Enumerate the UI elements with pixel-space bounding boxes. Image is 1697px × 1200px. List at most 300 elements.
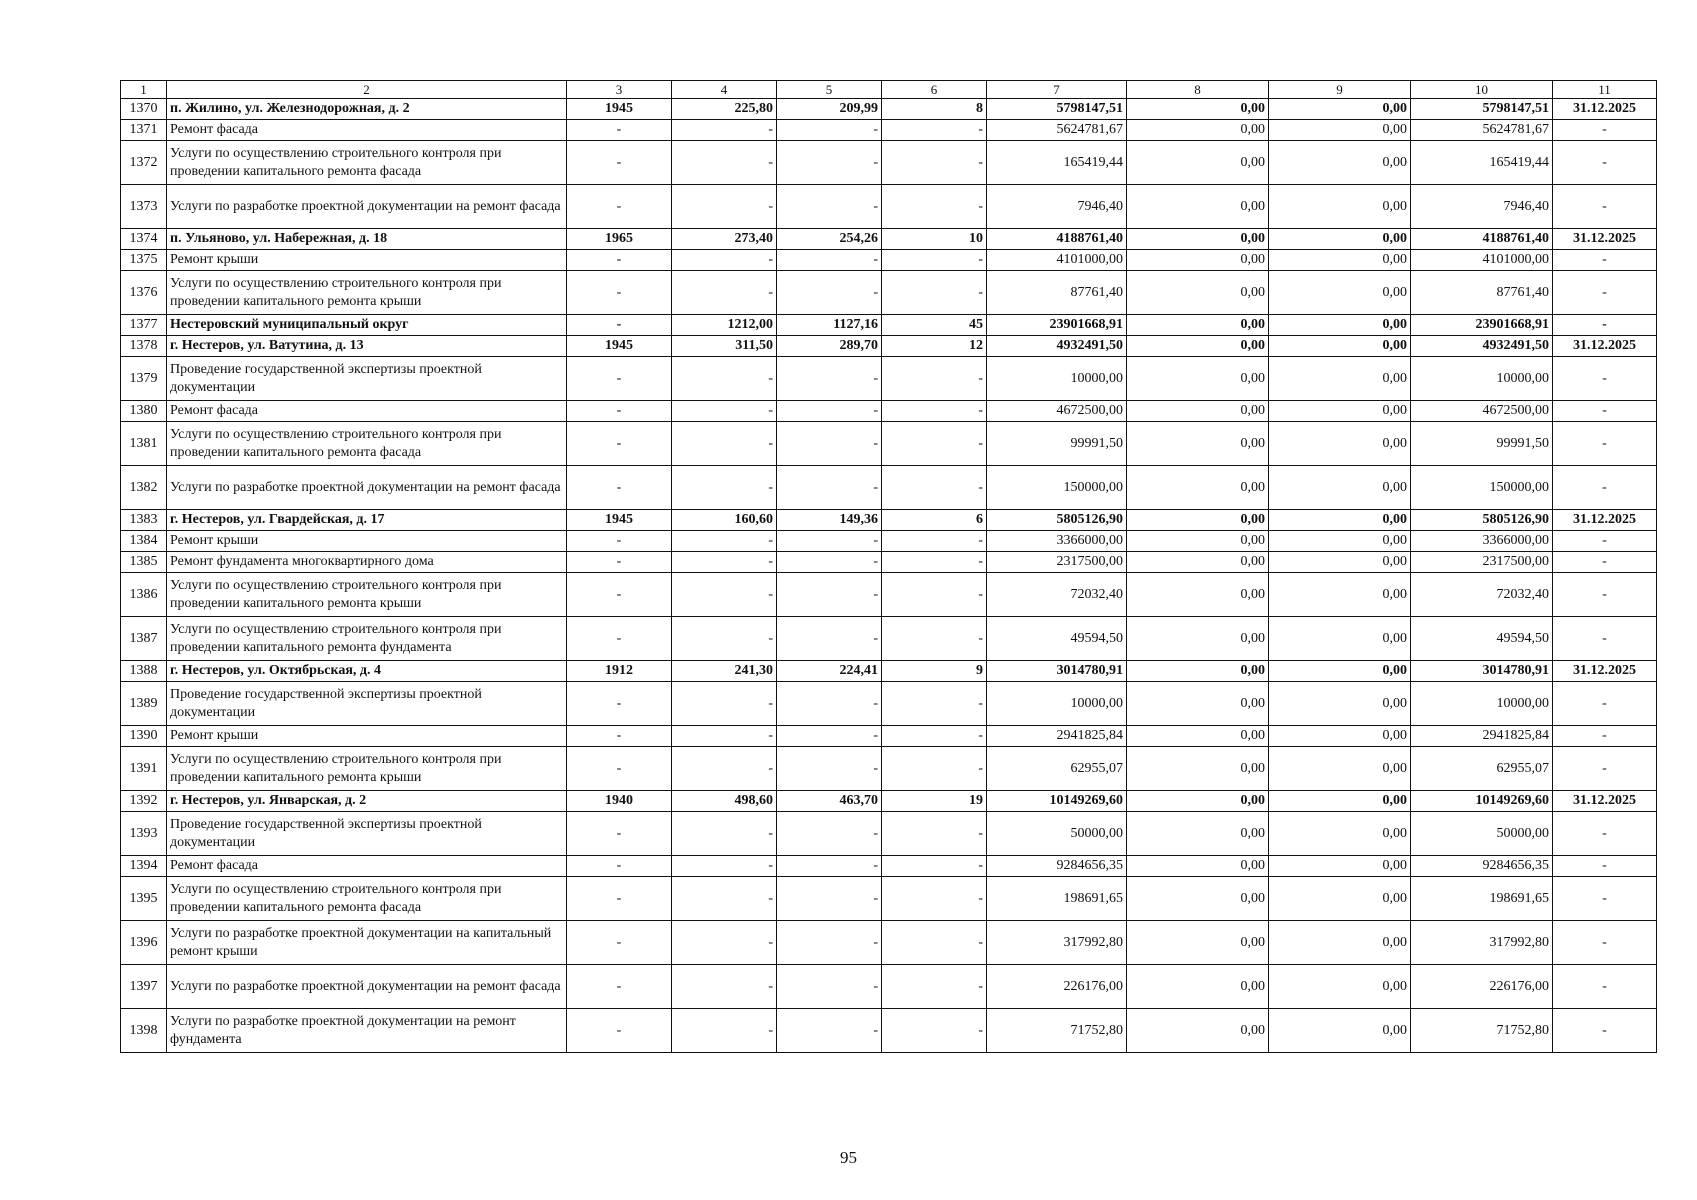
item-name: Услуги по разработке проектной документации на ремонт фасада [167,965,567,1009]
cell-col-7: 317992,80 [987,921,1127,965]
cell-col-10: 10000,00 [1411,357,1553,401]
cell-col-10: 4672500,00 [1411,401,1553,422]
item-name: Ремонт крыши [167,726,567,747]
cell-col-3: - [567,921,672,965]
cell-col-10: 62955,07 [1411,747,1553,791]
cell-col-11: - [1553,573,1657,617]
cell-col-9: 0,00 [1269,552,1411,573]
row-number: 1380 [121,401,167,422]
cell-col-3: - [567,573,672,617]
cell-col-7: 23901668,91 [987,315,1127,336]
cell-col-10: 317992,80 [1411,921,1553,965]
cell-col-10: 226176,00 [1411,965,1553,1009]
cell-col-6: - [882,271,987,315]
cell-col-10: 5798147,51 [1411,99,1553,120]
cell-col-9: 0,00 [1269,877,1411,921]
row-number: 1377 [121,315,167,336]
cell-col-4: - [672,531,777,552]
cell-col-11: 31.12.2025 [1553,791,1657,812]
table-row [121,617,1657,661]
table-row [121,965,1657,1009]
cell-col-4: - [672,271,777,315]
cell-col-11: - [1553,271,1657,315]
cell-col-9: 0,00 [1269,682,1411,726]
row-number: 1375 [121,250,167,271]
column-number: 5 [777,81,882,99]
item-name: Проведение государственной экспертизы проектной документации [167,682,567,726]
cell-col-3: - [567,552,672,573]
cell-col-6: - [882,965,987,1009]
cell-col-7: 62955,07 [987,747,1127,791]
item-name: Услуги по осуществлению строительного контроля при проведении капитального ремонта крыши [167,271,567,315]
cell-col-5: 224,41 [777,661,882,682]
cell-col-10: 150000,00 [1411,466,1553,510]
cell-col-10: 10000,00 [1411,682,1553,726]
cell-col-7: 198691,65 [987,877,1127,921]
row-number: 1385 [121,552,167,573]
cell-col-8: 0,00 [1127,747,1269,791]
cell-col-10: 99991,50 [1411,422,1553,466]
row-number: 1379 [121,357,167,401]
cell-col-4: 225,80 [672,99,777,120]
cell-col-10: 71752,80 [1411,1009,1553,1053]
cell-col-7: 50000,00 [987,812,1127,856]
column-number: 2 [167,81,567,99]
cell-col-6: - [882,617,987,661]
cell-col-7: 5624781,67 [987,120,1127,141]
cell-col-4: - [672,250,777,271]
cell-col-11: 31.12.2025 [1553,336,1657,357]
table-row [121,357,1657,401]
cell-col-8: 0,00 [1127,877,1269,921]
cell-col-8: 0,00 [1127,573,1269,617]
cell-col-5: - [777,552,882,573]
cell-col-5: - [777,120,882,141]
cell-col-10: 4188761,40 [1411,229,1553,250]
item-name: Нестеровский муниципальный округ [167,315,567,336]
cell-col-7: 4672500,00 [987,401,1127,422]
table-row [121,682,1657,726]
cell-col-6: - [882,921,987,965]
cell-col-4: - [672,401,777,422]
row-number: 1387 [121,617,167,661]
cell-col-6: - [882,877,987,921]
cell-col-5: - [777,250,882,271]
cell-col-9: 0,00 [1269,747,1411,791]
item-name: Проведение государственной экспертизы проектной документации [167,812,567,856]
cell-col-6: - [882,552,987,573]
cell-col-8: 0,00 [1127,1009,1269,1053]
cell-col-4: - [672,422,777,466]
cell-col-7: 5798147,51 [987,99,1127,120]
cell-col-7: 165419,44 [987,141,1127,185]
cell-col-8: 0,00 [1127,661,1269,682]
cell-col-5: - [777,357,882,401]
cell-col-11: - [1553,682,1657,726]
table-row [121,573,1657,617]
cell-col-8: 0,00 [1127,552,1269,573]
table-row [121,99,1657,120]
cell-col-4: - [672,965,777,1009]
cell-col-3: - [567,1009,672,1053]
cell-col-5: - [777,812,882,856]
cell-col-9: 0,00 [1269,573,1411,617]
cell-col-10: 4932491,50 [1411,336,1553,357]
cell-col-8: 0,00 [1127,921,1269,965]
table-row [121,921,1657,965]
cell-col-6: - [882,573,987,617]
cell-col-5: - [777,617,882,661]
cell-col-10: 4101000,00 [1411,250,1553,271]
cell-col-3: - [567,965,672,1009]
cell-col-4: 241,30 [672,661,777,682]
table-row [121,185,1657,229]
row-number: 1376 [121,271,167,315]
cell-col-5: - [777,531,882,552]
cell-col-9: 0,00 [1269,120,1411,141]
cell-col-3: 1945 [567,510,672,531]
row-number: 1373 [121,185,167,229]
item-name: Услуги по осуществлению строительного контроля при проведении капитального ремонта фасада [167,141,567,185]
cell-col-6: 19 [882,791,987,812]
cell-col-9: 0,00 [1269,99,1411,120]
cell-col-3: - [567,856,672,877]
table-row [121,1009,1657,1053]
cell-col-4: - [672,357,777,401]
cell-col-6: - [882,422,987,466]
cell-col-8: 0,00 [1127,531,1269,552]
cell-col-5: 209,99 [777,99,882,120]
cell-col-8: 0,00 [1127,185,1269,229]
cell-col-3: - [567,250,672,271]
cell-col-9: 0,00 [1269,1009,1411,1053]
cell-col-11: - [1553,726,1657,747]
table-row [121,856,1657,877]
table-row [121,401,1657,422]
cell-col-10: 7946,40 [1411,185,1553,229]
cell-col-4: - [672,552,777,573]
cell-col-11: 31.12.2025 [1553,661,1657,682]
cell-col-3: 1912 [567,661,672,682]
cell-col-11: - [1553,1009,1657,1053]
cell-col-11: - [1553,401,1657,422]
cell-col-5: 1127,16 [777,315,882,336]
item-name: Услуги по осуществлению строительного контроля при проведении капитального ремонта крыши [167,747,567,791]
table-row [121,315,1657,336]
row-number: 1392 [121,791,167,812]
cell-col-7: 2317500,00 [987,552,1127,573]
item-name: г. Нестеров, ул. Гвардейская, д. 17 [167,510,567,531]
cell-col-5: - [777,921,882,965]
item-name: г. Нестеров, ул. Ватутина, д. 13 [167,336,567,357]
cell-col-5: - [777,747,882,791]
cell-col-6: - [882,747,987,791]
cell-col-11: - [1553,422,1657,466]
item-name: Ремонт крыши [167,531,567,552]
cell-col-10: 2941825,84 [1411,726,1553,747]
item-name: г. Нестеров, ул. Октябрьская, д. 4 [167,661,567,682]
column-number: 4 [672,81,777,99]
cell-col-5: - [777,141,882,185]
cell-col-11: - [1553,531,1657,552]
cell-col-8: 0,00 [1127,617,1269,661]
cell-col-10: 72032,40 [1411,573,1553,617]
cell-col-3: 1945 [567,99,672,120]
cell-col-5: - [777,271,882,315]
cell-col-10: 3014780,91 [1411,661,1553,682]
cell-col-10: 87761,40 [1411,271,1553,315]
column-number: 10 [1411,81,1553,99]
row-number: 1371 [121,120,167,141]
cell-col-8: 0,00 [1127,336,1269,357]
cell-col-9: 0,00 [1269,921,1411,965]
cell-col-9: 0,00 [1269,336,1411,357]
table-row [121,336,1657,357]
table-body [121,81,1657,1053]
cell-col-4: - [672,726,777,747]
item-name: Услуги по разработке проектной документации на ремонт фасада [167,185,567,229]
cell-col-9: 0,00 [1269,531,1411,552]
cell-col-3: - [567,531,672,552]
cell-col-9: 0,00 [1269,271,1411,315]
item-name: Услуги по осуществлению строительного контроля при проведении капитального ремонта крыши [167,573,567,617]
row-number: 1382 [121,466,167,510]
cell-col-5: 254,26 [777,229,882,250]
cell-col-3: 1940 [567,791,672,812]
cell-col-11: - [1553,921,1657,965]
cell-col-5: - [777,856,882,877]
cell-col-8: 0,00 [1127,466,1269,510]
cell-col-7: 7946,40 [987,185,1127,229]
cell-col-3: - [567,877,672,921]
cell-col-7: 150000,00 [987,466,1127,510]
row-number: 1388 [121,661,167,682]
cell-col-3: - [567,422,672,466]
cell-col-3: - [567,682,672,726]
cell-col-5: - [777,573,882,617]
cell-col-4: - [672,141,777,185]
cell-col-10: 3366000,00 [1411,531,1553,552]
cell-col-11: - [1553,617,1657,661]
table-row [121,229,1657,250]
table-row [121,466,1657,510]
cell-col-9: 0,00 [1269,856,1411,877]
item-name: Услуги по разработке проектной документации на ремонт фасада [167,466,567,510]
row-number: 1370 [121,99,167,120]
row-number: 1397 [121,965,167,1009]
cell-col-6: - [882,466,987,510]
cell-col-6: - [882,357,987,401]
cell-col-7: 5805126,90 [987,510,1127,531]
cell-col-11: - [1553,965,1657,1009]
cell-col-3: - [567,315,672,336]
table-row [121,552,1657,573]
cell-col-5: - [777,422,882,466]
cell-col-9: 0,00 [1269,661,1411,682]
cell-col-9: 0,00 [1269,466,1411,510]
item-name: Ремонт фасада [167,120,567,141]
cell-col-9: 0,00 [1269,250,1411,271]
cell-col-7: 2941825,84 [987,726,1127,747]
cell-col-11: - [1553,812,1657,856]
cell-col-5: - [777,877,882,921]
cell-col-4: - [672,573,777,617]
cell-col-11: - [1553,141,1657,185]
cell-col-11: - [1553,185,1657,229]
cell-col-8: 0,00 [1127,726,1269,747]
table-row [121,791,1657,812]
cell-col-10: 198691,65 [1411,877,1553,921]
item-name: Услуги по разработке проектной документации на ремонт фундамента [167,1009,567,1053]
row-number: 1390 [121,726,167,747]
cell-col-7: 4932491,50 [987,336,1127,357]
cell-col-8: 0,00 [1127,965,1269,1009]
cell-col-11: - [1553,877,1657,921]
cell-col-10: 9284656,35 [1411,856,1553,877]
cell-col-4: - [672,856,777,877]
repair-schedule-table [120,80,1657,1053]
cell-col-6: - [882,250,987,271]
cell-col-9: 0,00 [1269,185,1411,229]
cell-col-7: 49594,50 [987,617,1127,661]
cell-col-9: 0,00 [1269,965,1411,1009]
cell-col-5: - [777,682,882,726]
cell-col-10: 5805126,90 [1411,510,1553,531]
cell-col-5: - [777,466,882,510]
cell-col-3: - [567,120,672,141]
item-name: Ремонт крыши [167,250,567,271]
table-row [121,510,1657,531]
cell-col-6: - [882,401,987,422]
cell-col-7: 4188761,40 [987,229,1127,250]
cell-col-3: - [567,401,672,422]
cell-col-8: 0,00 [1127,250,1269,271]
cell-col-10: 50000,00 [1411,812,1553,856]
cell-col-4: 160,60 [672,510,777,531]
cell-col-7: 99991,50 [987,422,1127,466]
cell-col-9: 0,00 [1269,791,1411,812]
column-number: 8 [1127,81,1269,99]
table-row [121,271,1657,315]
cell-col-7: 4101000,00 [987,250,1127,271]
cell-col-9: 0,00 [1269,726,1411,747]
table-row [121,726,1657,747]
row-number: 1378 [121,336,167,357]
cell-col-4: - [672,682,777,726]
cell-col-5: 463,70 [777,791,882,812]
cell-col-7: 226176,00 [987,965,1127,1009]
row-number: 1394 [121,856,167,877]
cell-col-5: - [777,726,882,747]
table-row [121,120,1657,141]
cell-col-9: 0,00 [1269,422,1411,466]
cell-col-11: - [1553,552,1657,573]
cell-col-10: 165419,44 [1411,141,1553,185]
item-name: п. Ульяново, ул. Набережная, д. 18 [167,229,567,250]
column-number: 7 [987,81,1127,99]
cell-col-3: - [567,812,672,856]
cell-col-4: 273,40 [672,229,777,250]
cell-col-6: 10 [882,229,987,250]
cell-col-8: 0,00 [1127,422,1269,466]
cell-col-7: 71752,80 [987,1009,1127,1053]
cell-col-11: 31.12.2025 [1553,229,1657,250]
table-row [121,250,1657,271]
cell-col-9: 0,00 [1269,617,1411,661]
cell-col-7: 72032,40 [987,573,1127,617]
row-number: 1389 [121,682,167,726]
cell-col-8: 0,00 [1127,682,1269,726]
cell-col-6: - [882,682,987,726]
cell-col-11: - [1553,315,1657,336]
row-number: 1381 [121,422,167,466]
cell-col-8: 0,00 [1127,357,1269,401]
cell-col-6: - [882,1009,987,1053]
table-row [121,422,1657,466]
cell-col-10: 49594,50 [1411,617,1553,661]
column-number: 6 [882,81,987,99]
item-name: г. Нестеров, ул. Январская, д. 2 [167,791,567,812]
item-name: п. Жилино, ул. Железнодорожная, д. 2 [167,99,567,120]
cell-col-6: - [882,120,987,141]
cell-col-9: 0,00 [1269,510,1411,531]
cell-col-5: 289,70 [777,336,882,357]
cell-col-5: 149,36 [777,510,882,531]
cell-col-3: - [567,726,672,747]
cell-col-8: 0,00 [1127,315,1269,336]
cell-col-8: 0,00 [1127,141,1269,185]
row-number: 1393 [121,812,167,856]
row-number: 1372 [121,141,167,185]
row-number: 1395 [121,877,167,921]
row-number: 1398 [121,1009,167,1053]
cell-col-7: 87761,40 [987,271,1127,315]
cell-col-5: - [777,965,882,1009]
item-name: Услуги по осуществлению строительного контроля при проведении капитального ремонта фасада [167,877,567,921]
cell-col-10: 2317500,00 [1411,552,1553,573]
cell-col-6: 9 [882,661,987,682]
cell-col-9: 0,00 [1269,141,1411,185]
table-row [121,812,1657,856]
cell-col-8: 0,00 [1127,120,1269,141]
item-name: Ремонт фасада [167,401,567,422]
cell-col-8: 0,00 [1127,791,1269,812]
column-number: 3 [567,81,672,99]
cell-col-11: 31.12.2025 [1553,510,1657,531]
cell-col-6: - [882,141,987,185]
cell-col-11: - [1553,466,1657,510]
cell-col-11: 31.12.2025 [1553,99,1657,120]
cell-col-4: - [672,812,777,856]
cell-col-6: - [882,531,987,552]
cell-col-10: 10149269,60 [1411,791,1553,812]
cell-col-7: 10149269,60 [987,791,1127,812]
cell-col-6: 6 [882,510,987,531]
cell-col-3: - [567,617,672,661]
table-row [121,531,1657,552]
table-row [121,141,1657,185]
cell-col-5: - [777,401,882,422]
cell-col-7: 3366000,00 [987,531,1127,552]
cell-col-4: - [672,747,777,791]
cell-col-6: - [882,185,987,229]
cell-col-8: 0,00 [1127,510,1269,531]
cell-col-5: - [777,185,882,229]
item-name: Услуги по разработке проектной документации на капитальный ремонт крыши [167,921,567,965]
cell-col-6: 12 [882,336,987,357]
column-number-row [121,81,1657,99]
cell-col-4: - [672,617,777,661]
